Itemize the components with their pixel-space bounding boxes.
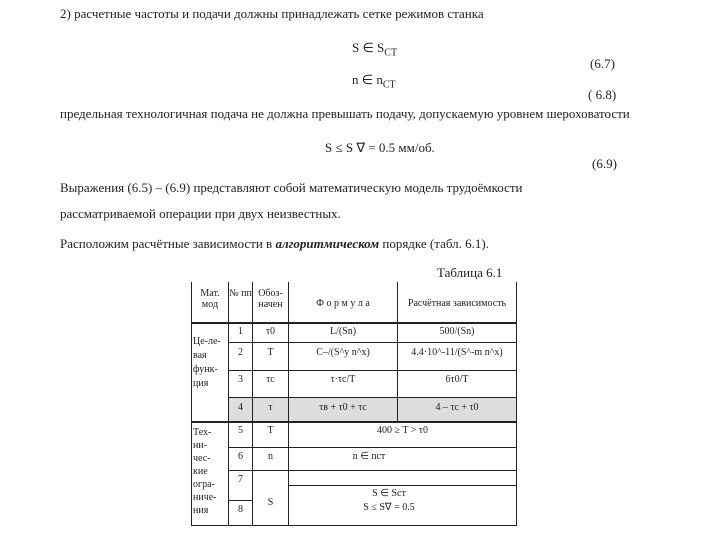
cell-sym: τ	[268, 402, 273, 413]
cell-calc: 500/(Sn)	[439, 326, 475, 337]
list-item-2: 2) расчетные частоты и подачи должны принадлежать сетке режимов станка	[60, 6, 484, 21]
header-number: № пп	[229, 288, 252, 299]
cell-sym: T	[267, 425, 274, 436]
equation-number: (6.7)	[590, 56, 615, 71]
cell-calc: 4 – τс + τ0	[435, 402, 479, 413]
cell-merged: 400 ≥ T > τ0	[377, 425, 428, 436]
cell-merged: n ∈ nст	[352, 451, 386, 462]
cell-sym: T	[267, 347, 274, 358]
formula-sub: СТ	[382, 79, 396, 91]
paragraph: Выражения (6.5) – (6.9) представляют собой математическую модель трудоёмкости	[60, 180, 523, 195]
cell-formula: L/(Sn)	[329, 326, 357, 337]
cell-n: 4	[238, 402, 243, 413]
cell-calc: 6τ0/T	[445, 374, 469, 385]
header-formula: Ф о р м у л а	[316, 298, 370, 309]
formula-sub: СТ	[384, 47, 398, 59]
cell-n: 5	[238, 425, 243, 436]
cell-sym: τ0	[265, 326, 276, 337]
formula-text: n ∈ n	[352, 72, 383, 87]
cell-sym: S	[267, 497, 274, 508]
group-objective: Це-ле-вая функ-ция	[193, 336, 221, 389]
cell-sym: n	[268, 451, 273, 462]
cell-n: 1	[238, 326, 243, 337]
paragraph: предельная технологичная подача не должна превышать подачу, допускаемую уровнем шероховатости	[60, 106, 630, 121]
header-calc: Расчётная зависимость	[407, 298, 507, 309]
cell-formula: τв + τ0 + τс	[319, 402, 367, 413]
formula-text: S ∈ S	[352, 40, 385, 55]
equation-number: (6.9)	[592, 156, 617, 171]
header-symbol: Обоз-начен	[258, 288, 283, 310]
formula-6-7	[352, 40, 397, 59]
cell-n: 8	[238, 504, 243, 515]
paragraph: рассматриваемой операции при двух неизвестных.	[60, 206, 341, 221]
text: порядке (табл. 6.1).	[382, 236, 489, 251]
cell-formula: C–/(S^y n^x)	[316, 347, 370, 358]
table-caption: Таблица 6.1	[437, 265, 503, 280]
cell-n: 7	[238, 474, 243, 485]
paragraph	[60, 236, 489, 252]
cell-n: 3	[238, 374, 243, 385]
text: Расположим расчётные зависимости в	[60, 236, 273, 251]
cell-n: 6	[238, 451, 243, 462]
emphasis: алгоритмическом	[275, 236, 380, 251]
cell-merged: S ≤ S∇ = 0.5	[363, 502, 415, 513]
cell-merged: S ∈ Sст	[372, 488, 406, 499]
formula-6-9: S ≤ S ∇ = 0.5 мм/об.	[325, 140, 435, 155]
cell-formula: τ·τс/T	[330, 374, 356, 385]
cell-calc: 4.4·10^-11/(S^-m n^x)	[411, 347, 503, 358]
formula-6-8	[352, 72, 396, 91]
equation-number: ( 6.8)	[588, 87, 617, 102]
cell-sym: τс	[266, 374, 275, 385]
cell-n: 2	[238, 347, 243, 358]
group-constraints: Тех-ни-чес-кие огра-ниче-ния	[193, 427, 217, 516]
header-model: Мат. мод	[200, 288, 220, 310]
